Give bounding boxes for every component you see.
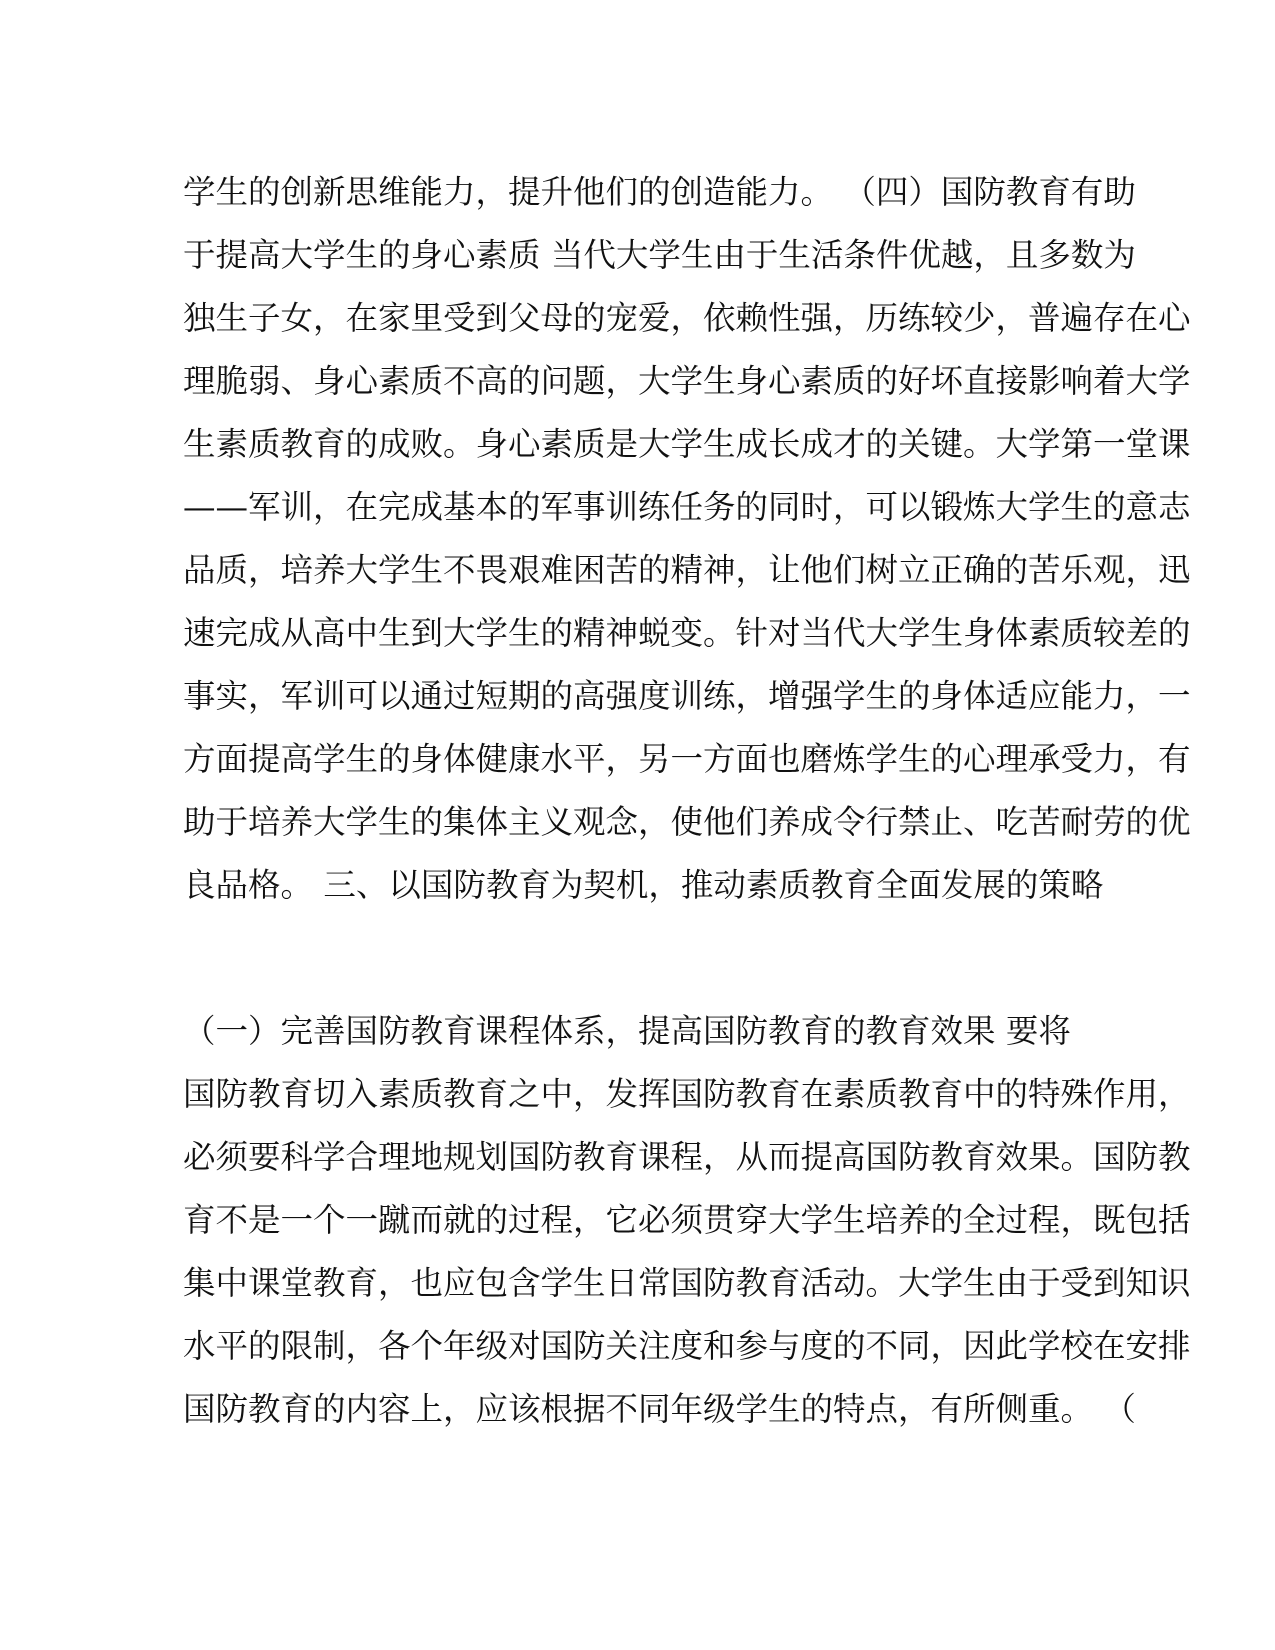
text-line: 良品格。 三、以国防教育为契机，推动素质教育全面发展的策略: [183, 866, 1104, 904]
text-line: 生素质教育的成败。身心素质是大学生成长成才的关键。大学第一堂课: [183, 425, 1191, 463]
text-line: ——军训，在完成基本的军事训练任务的同时，可以锻炼大学生的意志: [183, 488, 1191, 526]
text-line: 于提高大学生的身心素质 当代大学生由于生活条件优越，且多数为: [183, 236, 1136, 274]
text-line: （一）完善国防教育课程体系，提高国防教育的教育效果 要将: [183, 1012, 1071, 1050]
text-line: 助于培养大学生的集体主义观念，使他们养成令行禁止、吃苦耐劳的优: [183, 803, 1191, 841]
text-line: 育不是一个一蹴而就的过程，它必须贯穿大学生培养的全过程，既包括: [183, 1201, 1191, 1239]
text-line: 集中课堂教育，也应包含学生日常国防教育活动。大学生由于受到知识: [183, 1264, 1191, 1302]
text-line: 国防教育的内容上，应该根据不同年级学生的特点，有所侧重。 （: [183, 1390, 1136, 1428]
text-line: 独生子女，在家里受到父母的宠爱，依赖性强，历练较少，普遍存在心: [183, 299, 1191, 337]
text-line: 学生的创新思维能力，提升他们的创造能力。 （四）国防教育有助: [183, 173, 1136, 211]
text-line: 水平的限制，各个年级对国防关注度和参与度的不同，因此学校在安排: [183, 1327, 1191, 1365]
text-line: 国防教育切入素质教育之中，发挥国防教育在素质教育中的特殊作用，: [183, 1075, 1191, 1113]
text-line: 速完成从高中生到大学生的精神蜕变。针对当代大学生身体素质较差的: [183, 614, 1191, 652]
text-line: 事实，军训可以通过短期的高强度训练，增强学生的身体适应能力，一: [183, 677, 1191, 715]
text-line: 理脆弱、身心素质不高的问题，大学生身心素质的好坏直接影响着大学: [183, 362, 1191, 400]
text-line: 方面提高学生的身体健康水平，另一方面也磨炼学生的心理承受力，有: [183, 740, 1191, 778]
text-line: 品质，培养大学生不畏艰难困苦的精神，让他们树立正确的苦乐观，迅: [183, 551, 1191, 589]
text-line: 必须要科学合理地规划国防教育课程，从而提高国防教育效果。国防教: [183, 1138, 1191, 1176]
